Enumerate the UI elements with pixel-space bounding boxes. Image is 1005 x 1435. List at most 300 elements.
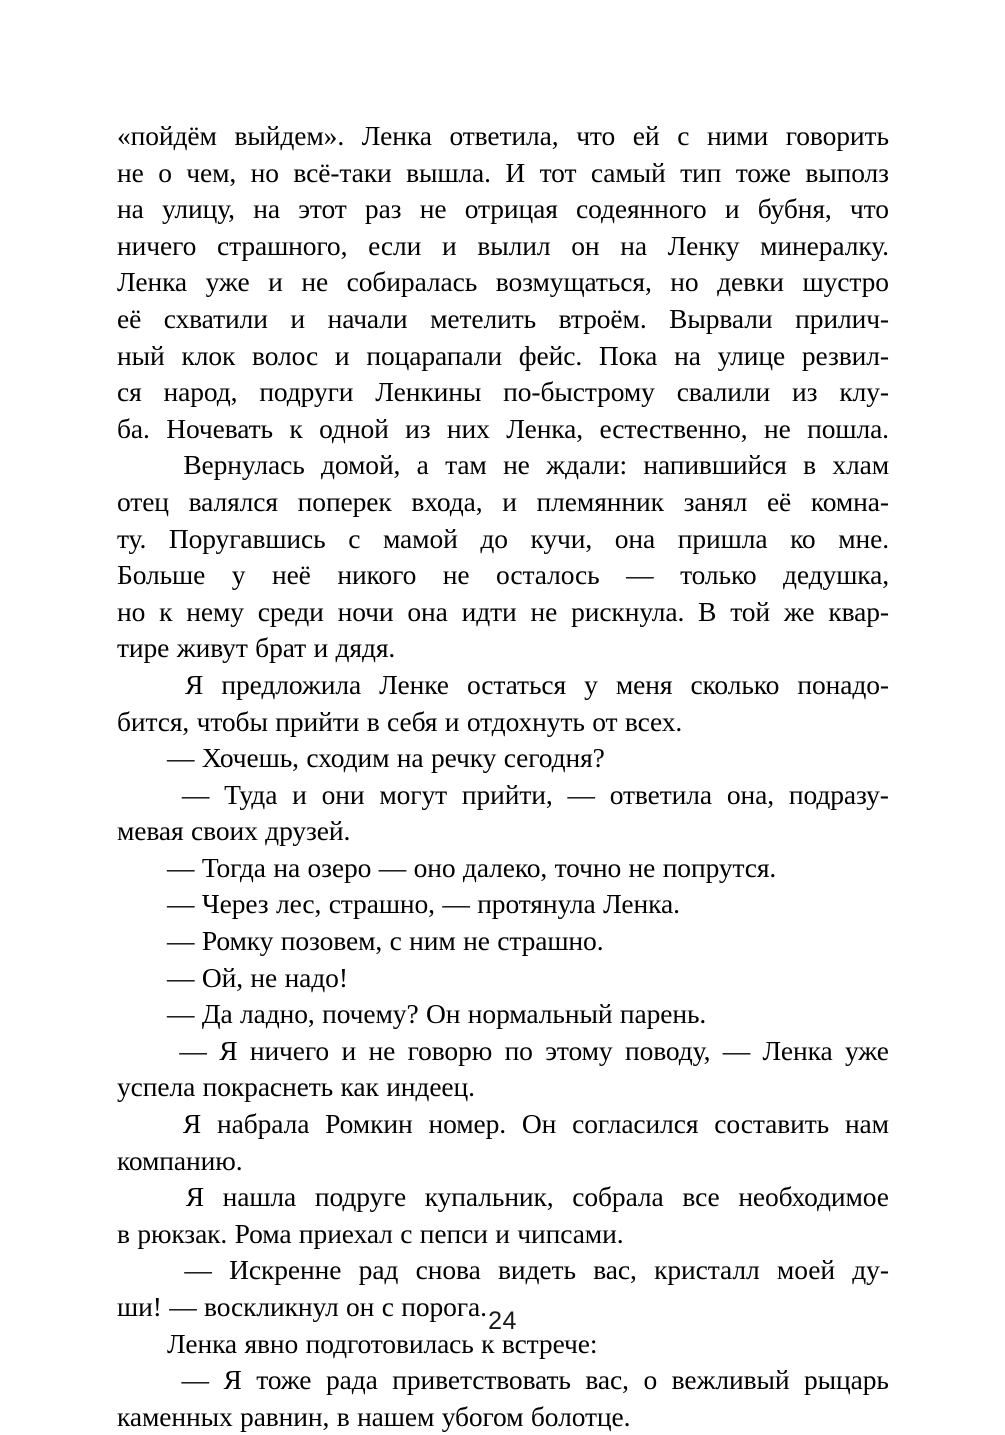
word: этот <box>298 193 347 225</box>
word: она <box>407 595 448 627</box>
word: не <box>463 925 490 957</box>
text-line <box>117 813 889 850</box>
word: рада <box>325 1364 378 1396</box>
paragraph-indent <box>117 447 167 484</box>
body-text-column <box>117 118 889 1435</box>
word: покраснеть <box>202 1071 334 1103</box>
word: там <box>445 449 487 481</box>
word: и <box>442 229 457 261</box>
word: рад <box>358 1254 399 1286</box>
word: клу- <box>839 376 889 408</box>
text-line <box>117 521 889 558</box>
word: Через <box>201 888 269 920</box>
word: мевая <box>117 815 184 847</box>
word: Ленка <box>762 1034 833 1066</box>
word: страшно, <box>328 888 435 920</box>
word: Ленка <box>361 120 432 151</box>
word: — <box>181 1364 209 1396</box>
word: своих <box>191 815 258 847</box>
word: Вернулась <box>183 449 305 481</box>
word: уже <box>844 1034 889 1066</box>
word: все <box>682 1181 720 1213</box>
word: Больше <box>117 559 206 591</box>
word: равнин, <box>240 1400 330 1432</box>
word: друзей. <box>265 815 351 847</box>
word: болотце. <box>530 1400 631 1432</box>
text-line <box>117 1216 889 1253</box>
word: Ленка. <box>603 888 680 920</box>
text-line <box>117 411 889 448</box>
word: Он <box>425 998 461 1030</box>
paragraph-indent <box>117 667 167 704</box>
word: раз <box>364 193 402 225</box>
word: — <box>167 925 195 957</box>
word: на <box>620 229 648 261</box>
word: воскликнул <box>204 1291 339 1322</box>
word: возмущаться, <box>495 266 652 298</box>
word: на <box>674 339 701 371</box>
word: — <box>184 1254 212 1286</box>
word: — <box>179 1034 207 1066</box>
text-line <box>117 630 889 667</box>
word: не <box>117 156 144 188</box>
word: не <box>301 266 329 298</box>
word: не <box>368 1034 396 1066</box>
word: и <box>292 778 307 810</box>
word: говорить <box>785 120 889 151</box>
word: тоже <box>256 1364 312 1396</box>
word: занял <box>683 485 748 517</box>
text-line <box>117 594 889 631</box>
word: надо! <box>284 961 348 993</box>
word: но <box>670 266 699 298</box>
paragraph-indent <box>117 1252 167 1289</box>
word: говорю <box>407 1034 493 1066</box>
word: на <box>396 742 424 774</box>
word: чем, <box>186 156 237 188</box>
word: что <box>849 193 889 225</box>
word: — <box>626 559 654 591</box>
word: живут <box>176 632 248 664</box>
word: отдохнуть <box>466 705 585 737</box>
word: Ленка <box>117 266 188 298</box>
word: втроём. <box>558 302 647 334</box>
word: и <box>290 302 306 334</box>
word: необходимое <box>738 1181 889 1213</box>
word: — <box>567 778 595 810</box>
word: она, <box>726 778 775 810</box>
word: свалили <box>676 376 771 408</box>
text-line <box>117 484 889 521</box>
word: сходим <box>306 742 390 774</box>
word: пепси <box>419 1217 488 1249</box>
word: Ленка, <box>506 412 584 444</box>
word: Туда <box>224 778 278 810</box>
word: этому <box>545 1034 613 1066</box>
word: бится, <box>117 705 190 737</box>
word: не <box>763 412 791 444</box>
word: понадо- <box>797 668 889 700</box>
word: от <box>592 705 618 737</box>
word: ей <box>632 120 660 151</box>
word: к <box>289 412 303 444</box>
word: подруги <box>259 376 354 408</box>
word: подготовилась <box>305 1327 474 1359</box>
word: Ленкины <box>375 376 482 408</box>
text-line <box>117 777 889 814</box>
text-line <box>117 886 889 923</box>
text-line <box>117 667 889 704</box>
word: напившийся <box>643 449 787 481</box>
word: Ой, <box>201 961 243 993</box>
word: моей <box>776 1254 835 1286</box>
word: и <box>724 193 740 225</box>
word: ответила, <box>449 120 559 151</box>
word: до <box>480 522 508 554</box>
word: сегодня? <box>503 742 605 774</box>
paragraph-indent <box>117 1179 167 1216</box>
word: тип <box>680 156 722 188</box>
word: же <box>783 595 815 627</box>
word: оно <box>413 851 456 883</box>
word: собиралась <box>346 266 478 298</box>
word: мне. <box>838 522 889 554</box>
word: ними <box>706 120 769 151</box>
word: пришла <box>677 522 768 554</box>
word: страшного, <box>216 229 348 261</box>
text-line <box>117 996 889 1033</box>
word: минералку. <box>760 229 889 261</box>
word: тот <box>539 156 577 188</box>
word: точно <box>554 851 622 883</box>
word: они <box>321 778 365 810</box>
word: у <box>231 559 246 591</box>
paragraph-indent <box>117 996 167 1033</box>
word: компанию. <box>117 1144 243 1176</box>
text-line <box>117 447 889 484</box>
word: домой, <box>320 449 401 481</box>
text-line <box>117 923 889 960</box>
word: самый <box>590 156 666 188</box>
word: клок <box>181 339 236 371</box>
word: пошла. <box>807 412 889 444</box>
word: но <box>117 595 146 627</box>
word: среди <box>257 595 324 627</box>
word: и <box>341 1034 357 1066</box>
word: содеянного <box>576 193 707 225</box>
word: прилич- <box>795 302 889 334</box>
word: осталось <box>496 559 600 591</box>
word: улицу, <box>161 193 235 225</box>
word: вежливый <box>671 1364 790 1396</box>
word: — <box>722 1034 751 1066</box>
word: собрала <box>572 1181 664 1213</box>
word: ба. <box>117 412 150 444</box>
word: поцарапали <box>366 339 502 371</box>
word: племянник <box>536 485 664 517</box>
word: отец <box>117 485 169 517</box>
word: шустро <box>802 266 889 298</box>
word: всё-таки <box>293 156 392 188</box>
text-line <box>117 1252 889 1289</box>
word: идти <box>461 595 517 627</box>
word: ответила <box>609 778 713 810</box>
word: о <box>643 1364 658 1396</box>
word: и <box>313 632 329 664</box>
word: ждали: <box>546 449 628 481</box>
word: брат <box>255 632 307 664</box>
word: номер. <box>428 1108 507 1140</box>
word: снова <box>415 1254 481 1286</box>
word: у <box>584 668 598 700</box>
word: к <box>481 1327 495 1359</box>
word: приветствовать <box>392 1364 571 1396</box>
word: не <box>250 961 278 993</box>
word: убогом <box>441 1400 524 1432</box>
word: Тогда <box>201 851 266 883</box>
text-line <box>117 191 889 228</box>
word: — <box>378 851 407 883</box>
word: — <box>167 998 195 1030</box>
word: выполз <box>805 156 889 188</box>
word: встрече: <box>501 1327 598 1359</box>
word: Да <box>201 998 233 1030</box>
word: сколько <box>690 668 780 700</box>
text-line <box>117 740 889 777</box>
word: Ленке <box>379 668 449 700</box>
word: нашем <box>357 1400 435 1432</box>
word: ду- <box>852 1254 889 1286</box>
word: если <box>368 229 422 261</box>
word: чипсами. <box>517 1217 624 1249</box>
word: далеко, <box>462 851 548 883</box>
word: Ночевать <box>166 412 273 444</box>
word: Рома <box>234 1217 292 1249</box>
word: прийти, <box>461 778 553 810</box>
text-line <box>117 1033 889 1070</box>
word: могут <box>379 778 448 810</box>
word: с <box>348 522 361 554</box>
word: входа, <box>411 485 483 517</box>
page-number: 24 <box>488 1307 517 1335</box>
text-line <box>117 1069 889 1106</box>
word: нашла <box>222 1181 297 1213</box>
paragraph-indent <box>117 777 167 814</box>
word: — <box>167 961 195 993</box>
word: видеть <box>498 1254 576 1286</box>
word: как <box>340 1071 379 1103</box>
text-line <box>117 264 889 301</box>
text-line <box>117 1399 889 1435</box>
word: поперек <box>297 485 392 517</box>
word: в <box>117 1217 130 1249</box>
word: Ромкин <box>325 1108 413 1140</box>
word: о <box>158 156 172 188</box>
word: бубня, <box>757 193 832 225</box>
word: протянула <box>477 888 596 920</box>
word: нам <box>844 1108 889 1140</box>
word: валялся <box>188 485 278 517</box>
word: отрицая <box>464 193 558 225</box>
word: ту. <box>117 522 147 554</box>
word: лес, <box>275 888 322 920</box>
word: и <box>444 705 460 737</box>
word: из <box>405 412 431 444</box>
word: остаться <box>466 668 567 700</box>
word: поводу, <box>624 1034 711 1066</box>
text-line <box>117 338 889 375</box>
word: рюкзак. <box>137 1217 228 1249</box>
word: не <box>628 851 656 883</box>
text-line <box>117 704 889 741</box>
text-line <box>117 155 889 192</box>
word: фейс. <box>518 339 583 371</box>
word: с <box>677 120 690 151</box>
word: вылил <box>477 229 551 261</box>
word: Я <box>219 1034 238 1066</box>
word: нему <box>186 595 244 627</box>
word: дедушка, <box>783 559 889 591</box>
word: «пойдём <box>117 120 217 151</box>
text-line <box>117 228 889 265</box>
word: и <box>334 339 350 371</box>
word: уже <box>205 266 250 298</box>
word: дядя. <box>335 632 396 664</box>
word: и <box>502 485 517 517</box>
word: рыцарь <box>804 1364 889 1396</box>
paragraph-indent <box>117 923 167 960</box>
word: схватили <box>163 302 268 334</box>
word: купальник, <box>424 1181 554 1213</box>
word: в <box>803 449 816 481</box>
word: по-быстрому <box>503 376 655 408</box>
word: комна- <box>810 485 889 517</box>
word: подразу- <box>788 778 889 810</box>
word: успела <box>117 1071 196 1103</box>
word: вас, <box>585 1364 629 1396</box>
text-line <box>117 301 889 338</box>
word: не <box>530 595 558 627</box>
word: ночи <box>337 595 394 627</box>
word: и <box>268 266 283 298</box>
word: чтобы <box>196 705 268 737</box>
word: них <box>446 412 490 444</box>
word: приехал <box>298 1217 393 1249</box>
word: подруге <box>314 1181 407 1213</box>
word: её <box>117 302 142 334</box>
word: явно <box>244 1327 299 1359</box>
word: он <box>571 229 600 261</box>
word: речку <box>430 742 497 774</box>
word: он <box>346 1291 375 1322</box>
word: на <box>273 851 301 883</box>
word: но <box>250 156 279 188</box>
paragraph-indent <box>117 1033 167 1070</box>
paragraph-indent <box>117 1362 167 1399</box>
word: её <box>766 485 792 517</box>
word: выйдем». <box>234 120 345 151</box>
word: набрала <box>216 1108 310 1140</box>
word: что <box>576 120 616 151</box>
word: с <box>400 1217 413 1249</box>
paragraph-indent <box>117 1106 167 1143</box>
word: не <box>442 559 470 591</box>
word: Он <box>521 1108 557 1140</box>
word: в <box>336 1400 350 1432</box>
word: мамой <box>382 522 458 554</box>
word: — <box>169 1291 197 1322</box>
word: из <box>792 376 818 408</box>
word: кучи, <box>530 522 593 554</box>
text-line <box>117 1106 889 1143</box>
word: — <box>167 851 195 883</box>
word: ный <box>117 339 165 371</box>
word: кристалл <box>654 1254 760 1286</box>
word: Поругавшись <box>168 522 326 554</box>
word: Я <box>223 1364 242 1396</box>
word: хлам <box>832 449 889 481</box>
word: В <box>698 595 717 627</box>
word: одной <box>319 412 389 444</box>
text-line <box>117 960 889 997</box>
word: квар- <box>828 595 889 627</box>
word: ладно, <box>240 998 315 1030</box>
word: той <box>730 595 771 627</box>
text-line <box>117 1143 889 1180</box>
word: только <box>680 559 757 591</box>
paragraph-indent <box>117 850 167 887</box>
word: меня <box>615 668 673 700</box>
word: ним <box>409 925 456 957</box>
word: метелить <box>430 302 537 334</box>
word: себя <box>387 705 438 737</box>
word: почему? <box>322 998 419 1030</box>
word: каменных <box>117 1400 233 1432</box>
paragraph-indent <box>117 886 167 923</box>
word: порога. <box>401 1291 487 1322</box>
word: — <box>181 778 210 810</box>
word: ши! <box>117 1291 162 1322</box>
word: попрутся. <box>662 851 777 883</box>
word: Я <box>185 1181 204 1213</box>
word: парень. <box>619 998 707 1030</box>
word: предложила <box>221 668 362 700</box>
word: ся <box>117 376 142 408</box>
word: вас, <box>593 1254 637 1286</box>
paragraph-indent <box>117 960 167 997</box>
word: волос <box>252 339 319 371</box>
word: позовем, <box>280 925 383 957</box>
word: — <box>442 888 470 920</box>
word: Я <box>185 668 204 700</box>
word: Ромку <box>201 925 274 957</box>
word: — <box>167 888 195 920</box>
word: ничего <box>117 229 197 261</box>
word: индеец. <box>386 1071 475 1103</box>
word: начали <box>327 302 408 334</box>
word: естественно, <box>599 412 748 444</box>
word: Хочешь, <box>201 742 299 774</box>
text-line <box>117 118 889 155</box>
word: Ленку <box>667 229 740 261</box>
word: прийти <box>275 705 360 737</box>
text-line <box>117 1179 889 1216</box>
word: она <box>614 522 656 554</box>
word: никого <box>337 559 417 591</box>
word: нормальный <box>467 998 613 1030</box>
word: а <box>416 449 429 481</box>
paragraph-indent <box>117 740 167 777</box>
